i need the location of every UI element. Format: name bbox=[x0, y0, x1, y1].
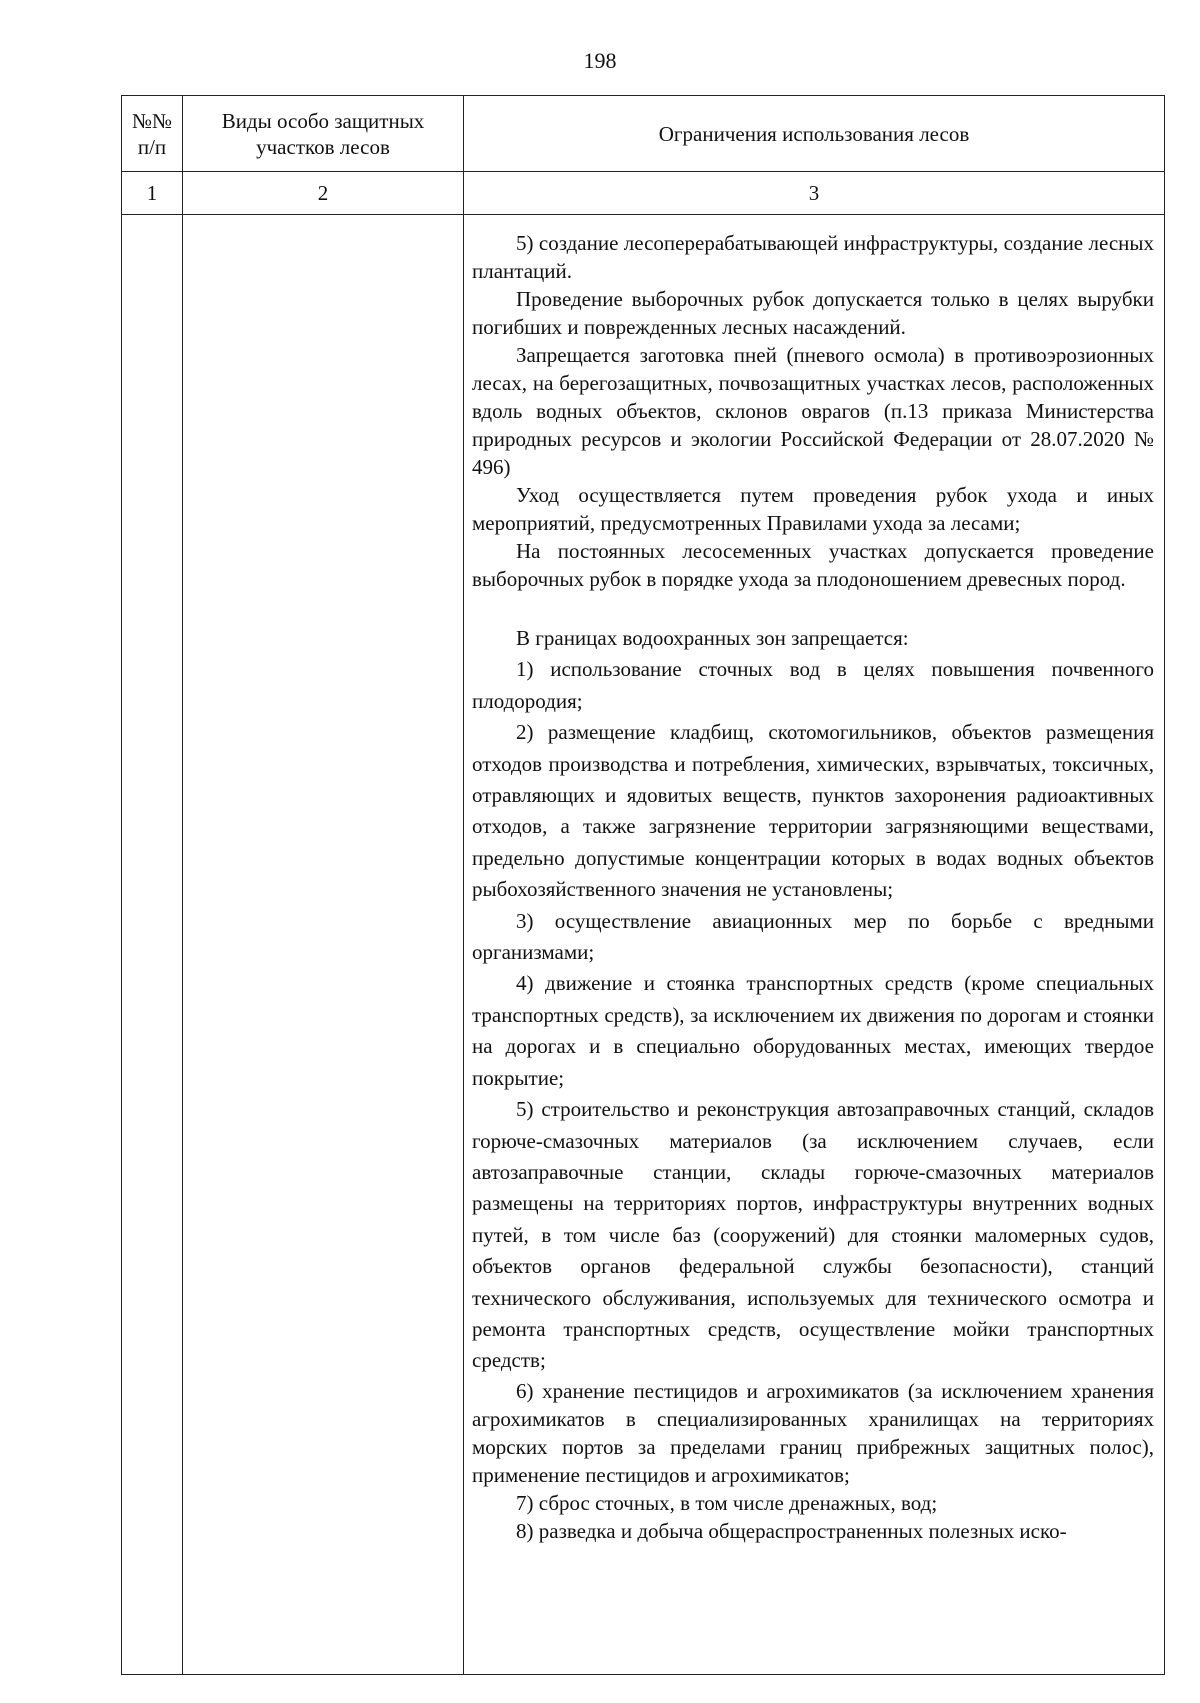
header-number-column: №№ п/п bbox=[131, 108, 173, 159]
column-number-2: 2 bbox=[317, 181, 329, 205]
header-forest-use-restrictions: Ограничения использования лесов bbox=[658, 121, 970, 146]
paragraph: 3) осуществление авиационных мер по борьбе с вредными организмами; bbox=[472, 908, 1154, 965]
paragraph: 5) строительство и реконструкция автозаправочных станций, складов горюче-смазочных материалов (за исключением случаев, если автозаправочные станции, склады горюче-смазочных материалов размещены на территориях портов, инфраструктуры внутренних водных путей, в том числе баз (сооружений) для стоянки маломерных судов, объектов органов федеральной службы безопасности), станций технического обслуживания, используемых для технического осмотра и ремонта транспортных средств, осуществление мойки транспортных средств; bbox=[472, 1097, 1154, 1373]
paragraph: В границах водоохранных зон запрещается: bbox=[516, 626, 909, 650]
column-divider-2 bbox=[463, 96, 464, 1674]
paragraph: Запрещается заготовка пней (пневого осмола) в противоэрозионных лесах, на берегозащитных, почвозащитных участках лесов, расположенных вдоль водных объектов, склонов оврагов (п.13 приказа Министерства природных ресурсов и экологии Российской Федерации от 28.07.2020 № 496) bbox=[472, 343, 1154, 479]
column-number-3: 3 bbox=[808, 181, 820, 205]
header-forest-area-types: Виды особо защитных участков лесов bbox=[221, 108, 425, 159]
paragraph-block-water-protection bbox=[472, 623, 1154, 1377]
paragraph: 8) разведка и добыча общераспространенных полезных иско- bbox=[516, 1518, 1067, 1543]
paragraph: На постоянных лесосеменных участках допускается проведение выборочных рубок в порядке ухода за плодоношением древесных пород. bbox=[472, 539, 1154, 591]
column-number-1: 1 bbox=[146, 181, 158, 205]
paragraph: Уход осуществляется путем проведения рубок ухода и иных мероприятий, предусмотренных Правилами ухода за лесами; bbox=[472, 483, 1154, 535]
paragraph: 6) хранение пестицидов и агрохимикатов (за исключением хранения агрохимикатов в специализированных хранилищах на территориях морских портов за пределами границ прибрежных защитных полос), применение пестицидов и агрохимикатов; bbox=[472, 1378, 1154, 1487]
page-number: 198 bbox=[583, 48, 617, 73]
paragraph: Проведение выборочных рубок допускается только в целях вырубки погибших и поврежденных лесных насаждений. bbox=[472, 287, 1154, 339]
restrictions-text bbox=[472, 229, 1154, 1545]
column-divider-1 bbox=[182, 96, 183, 1674]
paragraph: 2) размещение кладбищ, скотомогильников, объектов размещения отходов производства и потребления, химических, взрывчатых, токсичных, отравляющих и ядовитых веществ, пунктов захоронения радиоактивных отходов, а также загрязнение территории загрязняющими веществами, предельно допустимые концентрации которых в водах водных объектов рыбохозяйственного значения не установлены; bbox=[472, 720, 1154, 902]
paragraph: 4) движение и стоянка транспортных средств (кроме специальных транспортных средств), за исключением их движения по дорогам и стоянки на дорогах и в специально оборудованных местах, имеющих твердое покрытие; bbox=[472, 971, 1154, 1090]
paragraph: 5) создание лесоперерабатывающей инфраструктуры, создание лесных плантаций. bbox=[472, 231, 1154, 283]
column-number-row-divider bbox=[122, 214, 1164, 215]
restrictions-table bbox=[121, 95, 1165, 1675]
paragraph-block-general bbox=[472, 229, 1154, 593]
paragraph-block-continued bbox=[472, 1377, 1154, 1545]
paragraph: 1) использование сточных вод в целях повышения почвенного плодородия; bbox=[472, 657, 1154, 713]
paragraph: 7) сброс сточных, в том числе дренажных, вод; bbox=[516, 1490, 938, 1515]
